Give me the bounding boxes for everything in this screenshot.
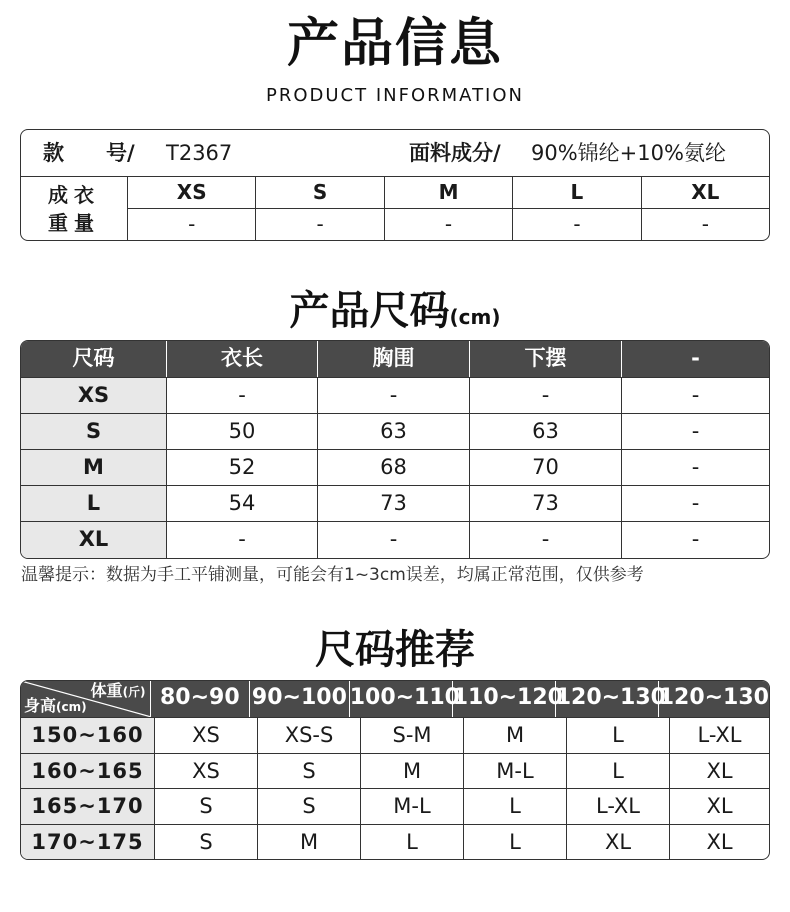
size-table-header-row xyxy=(21,341,769,378)
recommended-size-cell: M xyxy=(258,825,361,861)
style-label: 款 号/ xyxy=(43,141,135,165)
recommended-size-cell: L xyxy=(567,718,670,753)
size-value-cell: 63 xyxy=(318,414,470,449)
size-value-cell: - xyxy=(691,419,700,443)
size-label-cell: S xyxy=(21,414,167,449)
page-title: 产品信息 xyxy=(286,14,503,74)
size-table-row xyxy=(21,522,769,558)
recommended-size-cell: S xyxy=(155,789,258,824)
size-chart-title-wrap xyxy=(0,283,790,345)
fabric-label: 面料成分/ xyxy=(409,141,501,165)
size-table-header-cell: - xyxy=(691,346,700,370)
height-axis-label: 身高(cm) xyxy=(24,696,87,715)
size-chart-unit: (cm) xyxy=(449,305,501,329)
recommended-size-cell: XL xyxy=(567,825,670,861)
product-info-table xyxy=(20,129,770,241)
recommended-size-cell: S xyxy=(258,754,361,789)
size-value-cell: 52 xyxy=(167,450,318,485)
weight-size-cell: L xyxy=(513,177,641,208)
weight-size-cell: S xyxy=(256,177,384,208)
size-value-cell: 54 xyxy=(167,486,318,521)
recommended-size-cell: XL xyxy=(706,758,733,783)
size-value-cell: - xyxy=(691,527,700,551)
weight-range-header: 90~100 xyxy=(250,681,350,717)
size-value-cell: - xyxy=(167,378,318,413)
weight-value-row xyxy=(128,209,769,241)
info-row xyxy=(21,130,769,177)
weight-range-header: 110~120 xyxy=(453,681,556,717)
recommend-row xyxy=(21,789,769,825)
recommended-size-cell: S xyxy=(155,825,258,861)
weight-label xyxy=(21,177,128,240)
weight-label-line1: 成衣 xyxy=(48,183,100,207)
recommended-size-cell: M xyxy=(361,754,464,789)
weight-size-cell: M xyxy=(385,177,513,208)
recommended-size-cell: XL xyxy=(706,794,733,818)
size-table-header-cell: 衣长 xyxy=(167,341,318,377)
recommended-size-cell: M-L xyxy=(464,754,567,789)
recommend-title: 尺码推荐 xyxy=(315,627,475,673)
size-value-cell: 73 xyxy=(318,486,470,521)
size-value-cell: 70 xyxy=(470,450,622,485)
size-value-cell: - xyxy=(470,378,622,413)
recommend-row xyxy=(21,718,769,754)
height-axis-unit: (cm) xyxy=(56,700,87,714)
size-value-cell: 73 xyxy=(470,486,622,521)
size-value-cell: 63 xyxy=(470,414,622,449)
recommend-row xyxy=(21,754,769,790)
recommended-size-cell: L xyxy=(361,825,464,861)
recommended-size-cell: L-XL xyxy=(567,789,670,824)
height-range-cell: 170~175 xyxy=(21,825,155,861)
weight-value-cell: - xyxy=(256,209,384,241)
size-table-row xyxy=(21,378,769,414)
weight-size-cell: XS xyxy=(128,177,256,208)
recommended-size-cell: L xyxy=(567,754,670,789)
recommended-size-cell: S xyxy=(258,789,361,824)
recommended-size-cell: L xyxy=(464,825,567,861)
size-table-header-cell: 胸围 xyxy=(318,341,470,377)
height-range-cell: 160~165 xyxy=(21,754,155,789)
recommended-size-cell: XL xyxy=(706,829,733,854)
weight-value-cell: - xyxy=(513,209,641,241)
size-value-cell: - xyxy=(318,378,470,413)
size-chart-title: 产品尺码 xyxy=(289,288,450,334)
weight-value-cell: - xyxy=(385,209,513,241)
recommend-row xyxy=(21,825,769,861)
size-recommendation-table xyxy=(20,680,770,860)
weight-value-cell: - xyxy=(701,211,709,236)
size-label-cell: M xyxy=(21,450,167,485)
recommended-size-cell: S-M xyxy=(361,718,464,753)
size-value-cell: 50 xyxy=(167,414,318,449)
page-subtitle: PRODUCT INFORMATION xyxy=(265,85,525,106)
style-value: T2367 xyxy=(166,141,233,165)
recommended-size-cell: M xyxy=(464,718,567,753)
weight-range-header: 120~130 xyxy=(556,681,659,717)
weight-size-cell: XL xyxy=(691,180,720,204)
height-range-cell: 165~170 xyxy=(21,789,155,824)
size-value-cell: 68 xyxy=(318,450,470,485)
size-label-cell: XS xyxy=(21,378,167,413)
weight-range-header: 100~110 xyxy=(350,681,453,717)
weight-range-header: 120~130 xyxy=(658,685,769,710)
size-label-cell: XL xyxy=(21,522,167,558)
recommended-size-cell: XS-S xyxy=(258,718,361,753)
recommend-header-row xyxy=(21,681,769,718)
size-table-row xyxy=(21,450,769,486)
recommended-size-cell: M-L xyxy=(361,789,464,824)
size-table-row xyxy=(21,414,769,450)
size-value-cell: - xyxy=(691,455,700,479)
weight-range-header: 80~90 xyxy=(151,681,251,717)
recommended-size-cell: L xyxy=(464,789,567,824)
size-table-header-cell: 下摆 xyxy=(470,341,622,377)
weight-axis-unit: (斤) xyxy=(122,685,146,699)
measurement-note: 温馨提示：数据为手工平铺测量，可能会有1~3cm误差，均属正常范围，仅供参考 xyxy=(21,565,644,585)
height-range-cell: 150~160 xyxy=(21,718,155,753)
recommended-size-cell: XS xyxy=(155,754,258,789)
size-table-header-cell: 尺码 xyxy=(21,341,167,377)
weight-axis-label: 体重(斤) xyxy=(90,681,146,700)
weight-size-row xyxy=(128,177,769,209)
size-value-cell: - xyxy=(470,522,622,558)
size-value-cell: - xyxy=(691,383,700,407)
size-label-cell: L xyxy=(21,486,167,521)
recommended-size-cell: XS xyxy=(155,718,258,753)
size-table-row xyxy=(21,486,769,522)
fabric-value: 90%锦纶+10%氨纶 xyxy=(531,141,726,165)
size-value-cell: - xyxy=(691,491,700,515)
size-value-cell: - xyxy=(167,522,318,558)
size-value-cell: - xyxy=(318,522,470,558)
recommend-corner-cell xyxy=(21,681,151,717)
weight-grid xyxy=(128,177,769,240)
weight-value-cell: - xyxy=(128,209,256,241)
recommended-size-cell: L-XL xyxy=(697,723,742,747)
weight-label-line2: 重量 xyxy=(48,211,100,235)
size-chart-table xyxy=(20,340,770,559)
